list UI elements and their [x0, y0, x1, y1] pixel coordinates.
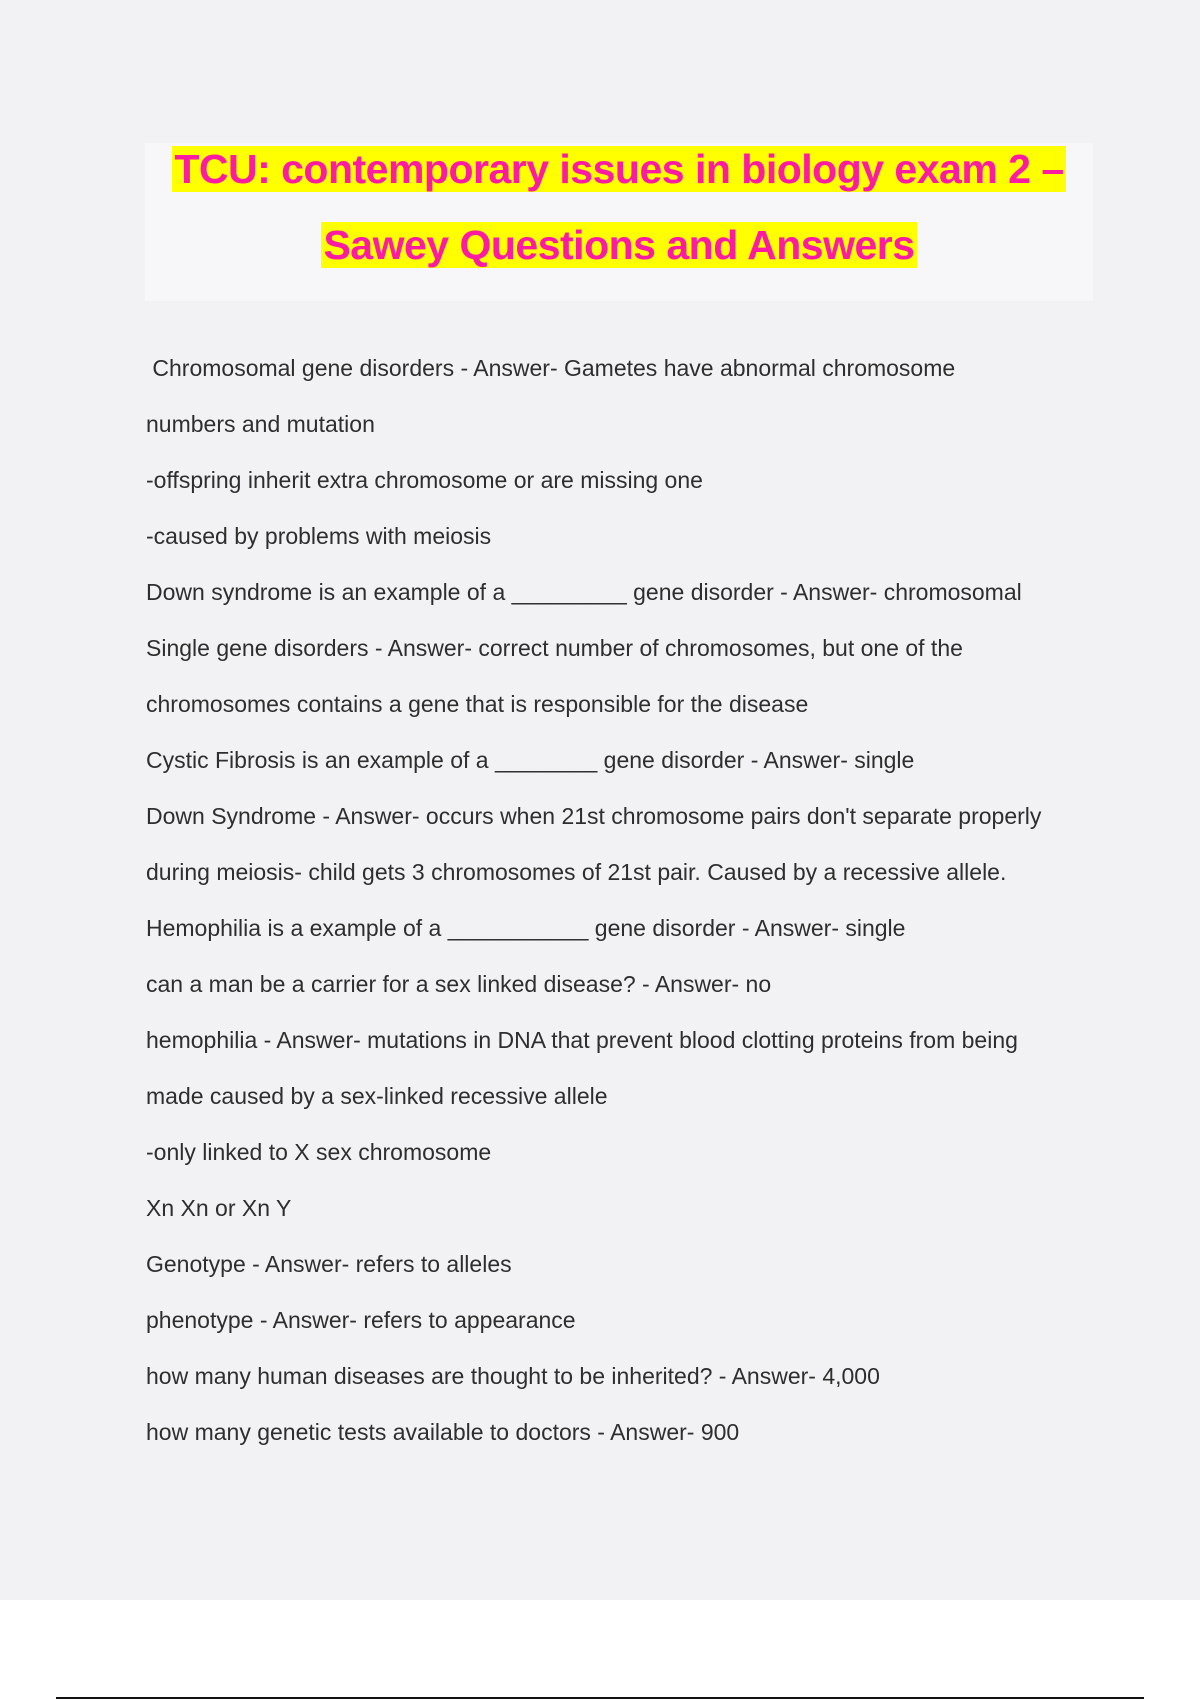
body-line: -offspring inherit extra chromosome or are missing one: [146, 467, 703, 493]
body-line: numbers and mutation: [146, 411, 375, 437]
document-title-line-1: [145, 143, 1093, 195]
body-line: Down syndrome is an example of a _________ gene disorder - Answer- chromosomal: [146, 579, 1022, 605]
body-line: how many human diseases are thought to be inherited? - Answer- 4,000: [146, 1363, 880, 1389]
body-line: can a man be a carrier for a sex linked disease? - Answer- no: [146, 971, 772, 997]
body-line: made caused by a sex-linked recessive allele: [146, 1083, 608, 1109]
body-line: during meiosis- child gets 3 chromosomes of 21st pair. Caused by a recessive allele.: [146, 859, 1007, 885]
body-line: hemophilia - Answer- mutations in DNA that prevent blood clotting proteins from being: [146, 1027, 1018, 1053]
body-line: chromosomes contains a gene that is responsible for the disease: [146, 691, 809, 717]
document-body: [146, 346, 1106, 1466]
body-line: phenotype - Answer- refers to appearance: [146, 1307, 576, 1333]
title-block: [145, 143, 1093, 301]
document-title-line-2: [145, 219, 1093, 271]
body-line: -only linked to X sex chromosome: [146, 1139, 492, 1165]
body-line: Cystic Fibrosis is an example of a ________ gene disorder - Answer- single: [146, 747, 915, 773]
body-line: Chromosomal gene disorders - Answer- Gametes have abnormal chromosome: [146, 355, 956, 381]
footer-divider: [56, 1697, 1144, 1699]
body-line: Hemophilia is a example of a ___________ gene disorder - Answer- single: [146, 915, 906, 941]
body-line: Genotype - Answer- refers to alleles: [146, 1251, 512, 1277]
title-highlight-1: TCU: contemporary issues in biology exam 2 –: [174, 146, 1064, 192]
body-line: -caused by problems with meiosis: [146, 523, 492, 549]
body-line: how many genetic tests available to doctors - Answer- 900: [146, 1419, 740, 1445]
body-line: Xn Xn or Xn Y: [146, 1195, 292, 1221]
body-line: Down Syndrome - Answer- occurs when 21st chromosome pairs don't separate properly: [146, 803, 1042, 829]
body-line: Single gene disorders - Answer- correct number of chromosomes, but one of the: [146, 635, 963, 661]
title-highlight-2: Sawey Questions and Answers: [323, 222, 915, 268]
